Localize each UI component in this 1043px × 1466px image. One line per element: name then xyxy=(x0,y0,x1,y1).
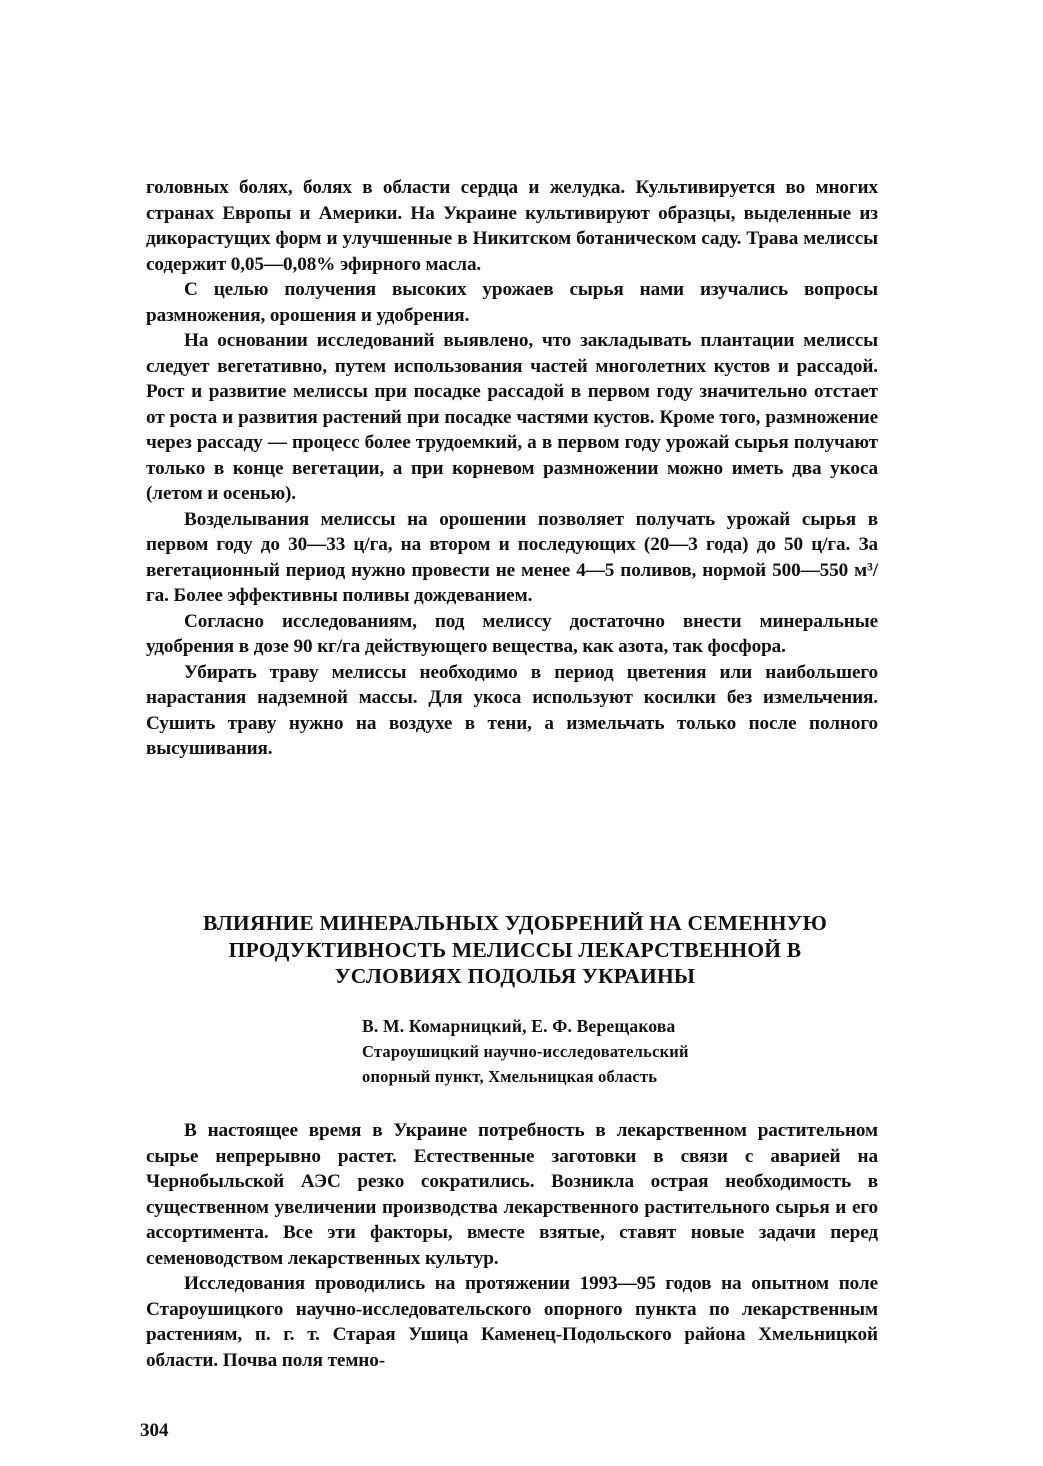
paragraph: На основании исследований выявлено, что закладывать плантации мелиссы следует вегетативно, путем использования частей многолетних кустов и рассадой. Рост и развитие мелиссы при посадке рассадой в первом году значительно отстает от роста и развития растений при посадке частями кустов. Кроме того, размножение через рассаду — процесс более трудоемкий, а в первом году урожай сырья получают только в конце вегетации, а при корневом размножении можно иметь два укоса (летом и осенью). xyxy=(146,330,878,504)
paragraph: С целью получения высоких урожаев сырья нами изучались вопросы размножения, орошения и удобрения. xyxy=(146,279,878,326)
paragraph: Согласно исследованиям, под мелиссу достаточно внести минеральные удобрения в дозе 90 кг/га действующего вещества, как азота, так фосфора. xyxy=(146,610,878,657)
title-line: ПРОДУКТИВНОСТЬ МЕЛИССЫ ЛЕКАРСТВЕННОЙ В xyxy=(228,937,802,962)
article-body xyxy=(146,1118,878,1373)
paragraph: Исследования проводились на протяжении 1993—95 годов на опытном поле Староушицкого научно-исследовательского опорного пункта по лекарственным растениям, п. г. т. Старая Ушица Каменец-Подольского района Хмельницкой области. Почва поля темно- xyxy=(146,1273,878,1371)
author-block xyxy=(362,1014,832,1089)
affiliation-line: опорный пункт, Хмельницкая область xyxy=(362,1067,658,1086)
title-line: УСЛОВИЯХ ПОДОЛЬЯ УКРАИНЫ xyxy=(334,964,696,988)
page-number: 304 xyxy=(140,1420,169,1441)
paragraph: головных болях, болях в области сердца и желудка. Культивируется во многих странах Европы и Америки. На Украине культивируют образцы, выделенные из дикорастущих форм и улучшенные в Никитском ботаническом саду. Трава мелиссы содержит 0,05—0,08% эфирного масла. xyxy=(146,177,878,275)
paragraph: В настоящее время в Украине потребность в лекарственном растительном сырье непрерывно растет. Естественные заготовки в связи с аварией на Чернобыльской АЭС резко сократились. Возникла острая необходимость в существенном увеличении производства лекарственного растительного сырья и его ассортимента. Все эти факторы, вместе взятые, ставят новые задачи перед семеноводством лекарственных культур. xyxy=(146,1120,878,1269)
previous-article-continuation xyxy=(146,175,878,762)
affiliation-line: Староушицкий научно-исследовательский xyxy=(362,1042,689,1061)
title-line: ВЛИЯНИЕ МИНЕРАЛЬНЫХ УДОБРЕНИЙ НА СЕМЕННУЮ xyxy=(202,911,828,935)
paragraph: Убирать траву мелиссы необходимо в период цветения или наибольшего нарастания надземной массы. Для укоса используют косилки без измельчения. Сушить траву нужно на воздухе в тени, а измельчать только после полного высушивания. xyxy=(146,661,878,759)
article-title xyxy=(120,910,910,990)
paragraph: Возделывания мелиссы на орошении позволяет получать урожай сырья в первом году до 30—33 ц/га, на втором и последующих (20—3 года) до 50 ц/га. За вегетационный период нужно провести не менее 4—5 поливов, нормой 500—550 м³/га. Более эффективны поливы дождеванием. xyxy=(146,508,878,606)
author-names: В. М. Комарницкий, Е. Ф. Верещакова xyxy=(362,1016,676,1036)
